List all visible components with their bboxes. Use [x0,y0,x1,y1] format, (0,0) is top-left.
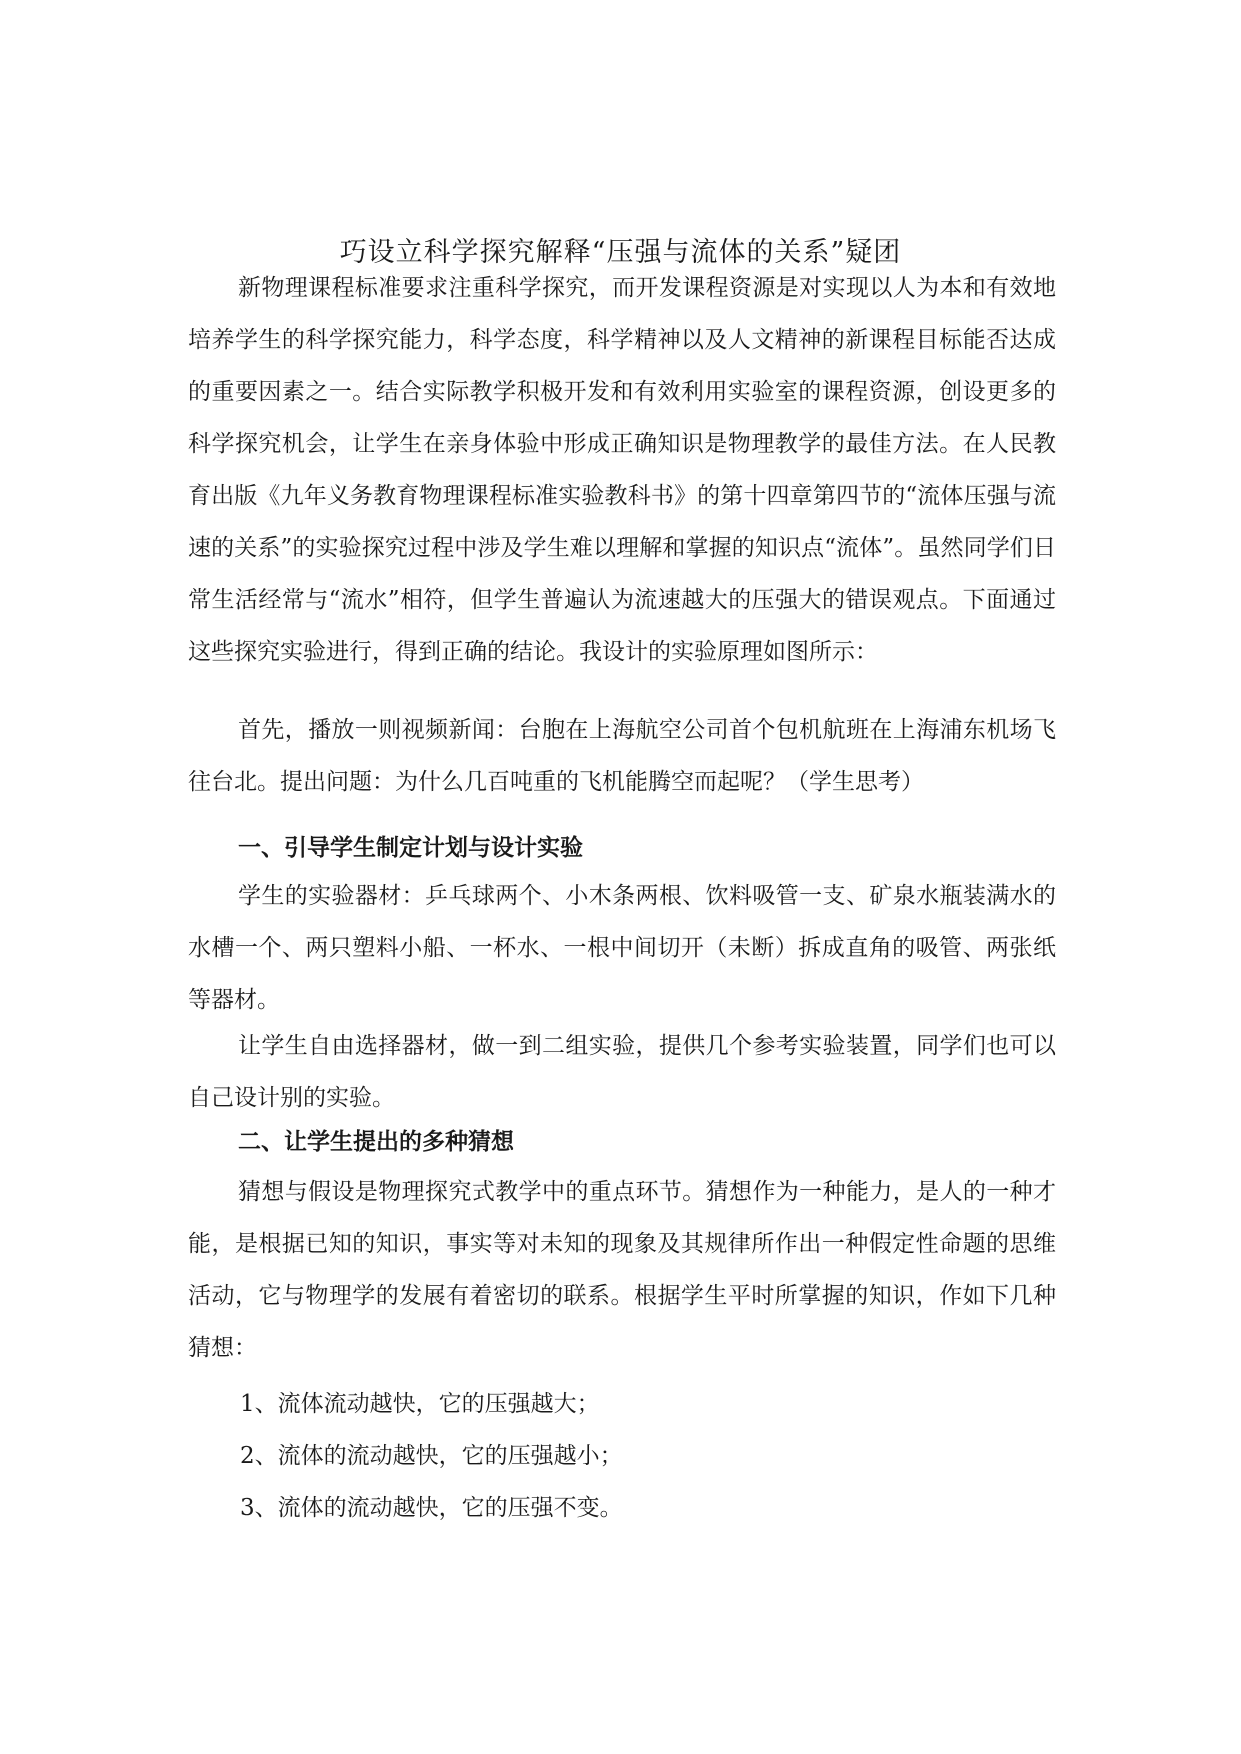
hypothesis-item: 2、流体的流动越快，它的压强越小； [240,1443,623,1469]
first-paragraph: 首先，播放一则视频新闻：台胞在上海航空公司首个包机航班在上海浦东机场飞往台北。提出问题：为什么几百吨重的飞机能腾空而起呢？（学生思考） [188,717,1056,795]
section1-materials: 学生的实验器材：乒乓球两个、小木条两根、饮料吸管一支、矿泉水瓶装满水的水槽一个、两只塑料小船、一杯水、一根中间切开（未断）拆成直角的吸管、两张纸等器材。 [188,883,1056,1013]
section1-heading: 一、引导学生制定计划与设计实验 [238,835,583,861]
section2-heading: 二、让学生提出的多种猜想 [238,1129,514,1155]
hypothesis-item: 3、流体的流动越快，它的压强不变。 [240,1495,623,1521]
section1-instructions: 让学生自由选择器材，做一到二组实验，提供几个参考实验装置，同学们也可以自己设计别的实验。 [188,1033,1056,1111]
intro-paragraph: 新物理课程标准要求注重科学探究，而开发课程资源是对实现以人为本和有效地培养学生的科学探究能力，科学态度，科学精神以及人文精神的新课程目标能否达成的重要因素之一。结合实际教学积极开发和有效利用实验室的课程资源，创设更多的科学探究机会，让学生在亲身体验中形成正确知识是物理教学的最佳方法。在人民教育出版《九年义务教育物理课程标准实验教科书》的第十四章第四节的“流体压强与流速的关系”的实验探究过程中涉及学生难以理解和掌握的知识点“流体”。虽然同学们日常生活经常与“流水”相符，但学生普遍认为流速越大的压强大的错误观点。下面通过这些探究实验进行，得到正确的结论。我设计的实验原理如图所示： [188,275,1056,665]
section2-paragraph: 猜想与假设是物理探究式教学中的重点环节。猜想作为一种能力，是人的一种才能，是根据已知的知识，事实等对未知的现象及其规律所作出一种假定性命题的思维活动，它与物理学的发展有着密切的联系。根据学生平时所掌握的知识，作如下几种猜想： [188,1179,1056,1361]
hypothesis-item: 1、流体流动越快，它的压强越大； [240,1391,600,1417]
document-title: 巧设立科学探究解释“压强与流体的关系”疑团 [339,237,902,269]
